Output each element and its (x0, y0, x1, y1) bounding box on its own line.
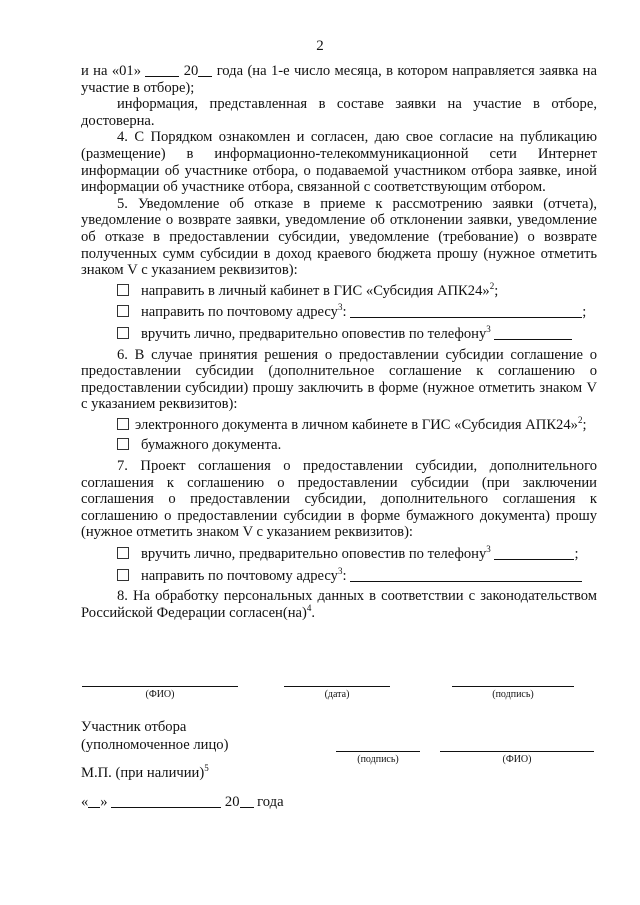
footnote-mark: 3 (337, 565, 343, 576)
option-label: направить в личный кабинет в ГИС «Субсидия АПК24» (141, 282, 490, 299)
participant-sign: (подпись) (336, 751, 420, 765)
quote-open: « (81, 794, 89, 810)
paragraph-5: 5. Уведомление об отказе в приеме к рассмотрению заявки (отчета), уведомление о возврате заявки, уведомление об отклонении заявки, уведомление об отказе в предоставлении субсидии, уведомление (требование) о возврате полученных сумм субсидии в доход краевого бюджета прошу (нужное отметить знаком V с указанием реквизитов): (81, 195, 597, 279)
paragraph-7: 7. Проект соглашения о предоставлении субсидии, дополнительного соглашения к соглашению о предоставлении субсидии (при заключении соглашения о предоставлении субсидии, дополнительного соглашения к соглашению о предоставлении субсидии в форме бумажного документа) прошу (нужное отметить знаком V с указанием реквизитов): (81, 458, 597, 541)
participant-block (81, 718, 228, 754)
year-prefix: 20 (224, 794, 240, 810)
participant-fio: (ФИО) (440, 751, 594, 765)
document-body (81, 62, 597, 621)
footnote-mark: 2 (577, 415, 583, 426)
footnote-mark: 5 (204, 763, 209, 774)
address-field[interactable] (350, 567, 582, 582)
footnote-mark: 2 (489, 280, 495, 291)
option-punct: : (342, 304, 347, 321)
date-line (81, 793, 284, 811)
footnote-mark: 4 (306, 602, 312, 613)
signature-date: (дата) (284, 686, 390, 700)
checkbox-icon[interactable] (117, 418, 129, 430)
footnote-mark: 3 (486, 324, 491, 335)
blank-field (145, 62, 179, 77)
year-label: года (257, 794, 284, 810)
paragraph-punct: . (311, 604, 316, 621)
paragraph-8 (81, 588, 597, 621)
participant-title: Участник отбора (81, 719, 187, 735)
paragraph-4: 4. С Порядком ознакомлен и согласен, даю свое согласие на публикацию (размещение) в информационно-телекоммуникационной сети Интернет информации об участнике отбора, о подаваемой участником отбора заявке, иной информации об участнике отбора, связанной с соответствующим отбором. (81, 129, 597, 196)
checkbox-icon[interactable] (117, 284, 129, 296)
date-prefix: и на «01» (81, 63, 142, 79)
year-field[interactable] (240, 793, 254, 808)
signature-fio: (ФИО) (82, 686, 238, 700)
option-label: направить по почтовому адресу (141, 567, 338, 584)
year-prefix: 20 (183, 63, 199, 79)
signature-sign: (подпись) (452, 686, 574, 700)
option-punct: ; (574, 546, 579, 563)
checkbox-icon[interactable] (117, 305, 129, 317)
option-punct: ; (582, 304, 587, 321)
option-5-3 (81, 325, 597, 343)
option-6-2 (81, 437, 597, 454)
option-label: направить по почтовому адресу (141, 304, 338, 321)
footnote-mark: 3 (337, 302, 343, 313)
phone-field[interactable] (494, 545, 574, 560)
option-punct: : (342, 567, 347, 584)
paragraph-date (81, 62, 597, 96)
date-suffix: года (на 1-е число месяца, в котором направляется заявка на участие в отборе); (81, 63, 597, 96)
option-7-1 (81, 545, 597, 563)
option-5-2 (81, 303, 597, 321)
paragraph-6: 6. В случае принятия решения о предоставлении субсидии соглашение о предоставлении субсидии (дополнительное соглашение к соглашению о предоставлении субсидии) прошу заключить в форме (нужное отметить знаком V с указанием реквизитов): (81, 346, 597, 413)
option-punct: ; (582, 416, 587, 433)
option-punct: ; (494, 282, 499, 299)
day-field[interactable] (88, 793, 100, 808)
checkbox-icon[interactable] (117, 327, 129, 339)
paragraph-info: информация, представленная в составе заявки на участие в отборе, достоверна. (81, 96, 597, 129)
option-5-1 (81, 280, 597, 300)
option-label: электронного документа в личном кабинете в ГИС «Субсидия АПК24» (135, 416, 578, 433)
checkbox-icon[interactable] (117, 438, 129, 450)
blank-field (198, 62, 212, 77)
stamp-label: М.П. (при наличии) (81, 765, 205, 781)
option-label: вручить лично, предварительно оповестив по телефону (141, 546, 487, 563)
footnote-mark: 3 (486, 544, 491, 555)
address-field[interactable] (350, 303, 582, 318)
month-field[interactable] (111, 793, 221, 808)
checkbox-icon[interactable] (117, 569, 129, 581)
option-label: вручить лично, предварительно оповестив по телефону (141, 325, 487, 342)
page-number: 2 (316, 38, 324, 54)
option-6-1 (81, 417, 597, 434)
option-label: бумажного документа. (141, 437, 282, 454)
checkbox-icon[interactable] (117, 547, 129, 559)
quote-close: » (100, 794, 108, 810)
option-7-2 (81, 567, 597, 585)
paragraph-8-text: 8. На обработку персональных данных в соответствии с законодательством Российской Федерации согласен(на) (81, 588, 597, 621)
stamp-line (81, 764, 209, 782)
phone-field[interactable] (494, 325, 572, 340)
participant-subtitle: (уполномоченное лицо) (81, 737, 229, 753)
